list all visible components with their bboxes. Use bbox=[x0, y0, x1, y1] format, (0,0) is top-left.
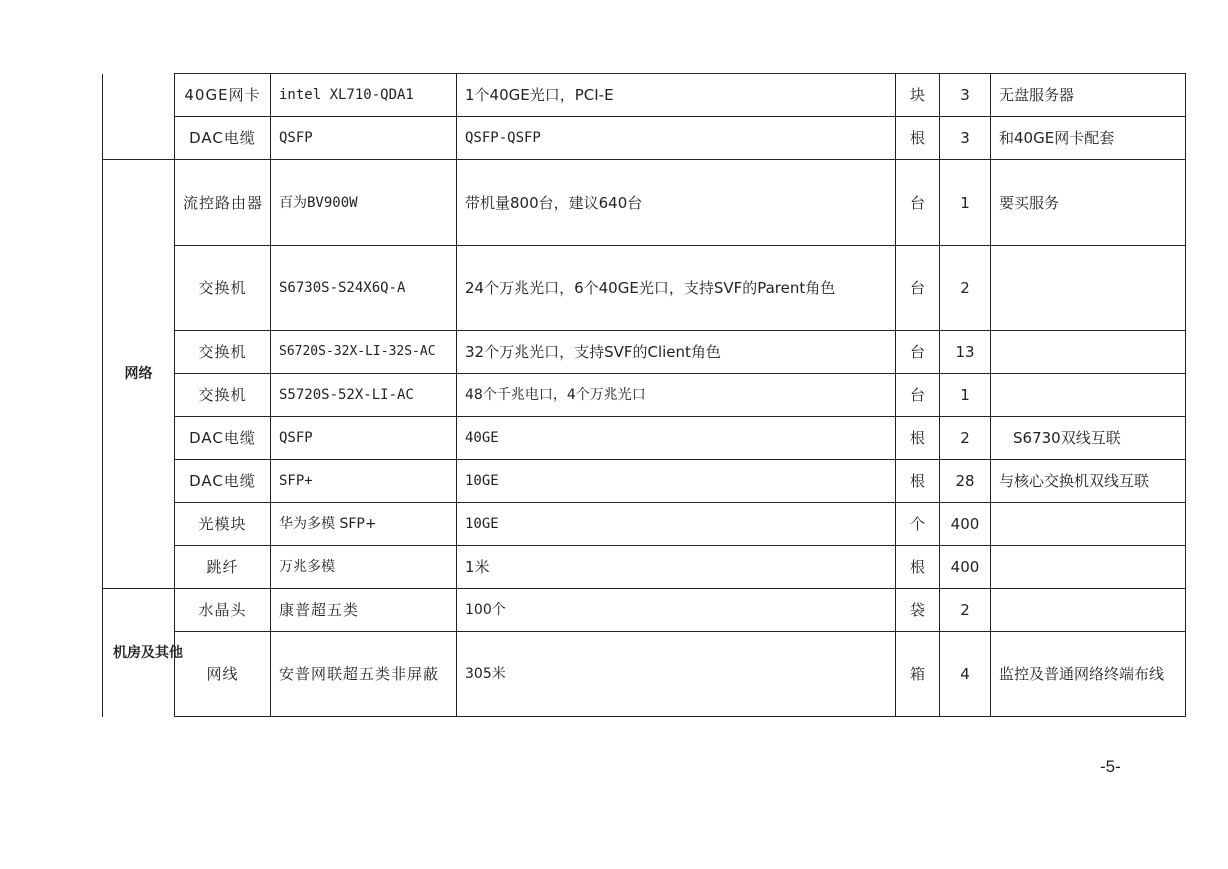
table-row bbox=[103, 460, 1186, 503]
item-model: intel XL710-QDA1 bbox=[271, 74, 457, 117]
item-note bbox=[991, 503, 1186, 546]
item-unit: 根 bbox=[896, 546, 940, 589]
item-qty: 3 bbox=[940, 117, 991, 160]
item-model: QSFP bbox=[271, 117, 457, 160]
item-qty: 13 bbox=[940, 331, 991, 374]
item-name: 交换机 bbox=[175, 246, 271, 331]
table-row bbox=[103, 74, 1186, 117]
item-unit: 台 bbox=[896, 331, 940, 374]
item-spec: 40GE bbox=[457, 417, 896, 460]
item-note bbox=[991, 331, 1186, 374]
item-note bbox=[991, 246, 1186, 331]
item-qty: 1 bbox=[940, 160, 991, 246]
item-unit: 台 bbox=[896, 160, 940, 246]
item-name: 流控路由器 bbox=[175, 160, 271, 246]
item-spec: 1个40GE光口，PCI-E bbox=[457, 74, 896, 117]
item-name: 水晶头 bbox=[175, 589, 271, 632]
item-spec: 10GE bbox=[457, 460, 896, 503]
item-model: 百为BV900W bbox=[271, 160, 457, 246]
item-unit: 根 bbox=[896, 117, 940, 160]
table-row bbox=[103, 632, 1186, 717]
category-network: 网络 bbox=[103, 160, 175, 589]
item-spec: 48个千兆电口，4个万兆光口 bbox=[457, 374, 896, 417]
item-name: 光模块 bbox=[175, 503, 271, 546]
item-note bbox=[991, 589, 1186, 632]
table-row bbox=[103, 117, 1186, 160]
item-model: S6730S-S24X6Q-A bbox=[271, 246, 457, 331]
item-spec: 带机量800台，建议640台 bbox=[457, 160, 896, 246]
item-note bbox=[991, 374, 1186, 417]
table-row bbox=[103, 546, 1186, 589]
item-unit: 箱 bbox=[896, 632, 940, 717]
item-unit: 袋 bbox=[896, 589, 940, 632]
item-qty: 4 bbox=[940, 632, 991, 717]
item-model: 华为多模 SFP+ bbox=[271, 503, 457, 546]
item-note: 与核心交换机双线互联 bbox=[991, 460, 1186, 503]
item-spec: 305米 bbox=[457, 632, 896, 717]
item-name: 40GE网卡 bbox=[175, 74, 271, 117]
item-model: S6720S-32X-LI-32S-AC bbox=[271, 331, 457, 374]
item-unit: 台 bbox=[896, 246, 940, 331]
table-row bbox=[103, 503, 1186, 546]
item-note: 监控及普通网络终端布线 bbox=[991, 632, 1186, 717]
table-row bbox=[103, 246, 1186, 331]
item-model: 万兆多模 bbox=[271, 546, 457, 589]
item-model: SFP+ bbox=[271, 460, 457, 503]
item-unit: 根 bbox=[896, 417, 940, 460]
item-qty: 2 bbox=[940, 246, 991, 331]
table-row bbox=[103, 417, 1186, 460]
item-model: S5720S-52X-LI-AC bbox=[271, 374, 457, 417]
item-note: 和40GE网卡配套 bbox=[991, 117, 1186, 160]
item-spec: 100个 bbox=[457, 589, 896, 632]
item-note: 无盘服务器 bbox=[991, 74, 1186, 117]
table-row bbox=[103, 589, 1186, 632]
item-spec: 32个万兆光口，支持SVF的Client角色 bbox=[457, 331, 896, 374]
item-qty: 2 bbox=[940, 589, 991, 632]
item-spec: 1米 bbox=[457, 546, 896, 589]
item-name: 交换机 bbox=[175, 331, 271, 374]
item-qty: 400 bbox=[940, 546, 991, 589]
item-note: 要买服务 bbox=[991, 160, 1186, 246]
page-number: -5- bbox=[1100, 757, 1121, 776]
item-unit: 块 bbox=[896, 74, 940, 117]
item-name: 交换机 bbox=[175, 374, 271, 417]
item-name: 网线 bbox=[175, 632, 271, 717]
item-qty: 3 bbox=[940, 74, 991, 117]
item-qty: 400 bbox=[940, 503, 991, 546]
table-row bbox=[103, 331, 1186, 374]
item-qty: 1 bbox=[940, 374, 991, 417]
item-unit: 根 bbox=[896, 460, 940, 503]
item-spec: QSFP-QSFP bbox=[457, 117, 896, 160]
item-model: 安普网联超五类非屏蔽 bbox=[271, 632, 457, 717]
equipment-table bbox=[102, 73, 1186, 717]
item-name: 跳纤 bbox=[175, 546, 271, 589]
item-unit: 台 bbox=[896, 374, 940, 417]
item-note: S6730双线互联 bbox=[991, 417, 1186, 460]
item-qty: 28 bbox=[940, 460, 991, 503]
item-spec: 10GE bbox=[457, 503, 896, 546]
item-qty: 2 bbox=[940, 417, 991, 460]
table-row bbox=[103, 160, 1186, 246]
category-room-other: 机房及其他 bbox=[103, 589, 175, 717]
item-name: DAC电缆 bbox=[175, 117, 271, 160]
item-name: DAC电缆 bbox=[175, 460, 271, 503]
item-spec: 24个万兆光口，6个40GE光口，支持SVF的Parent角色 bbox=[457, 246, 896, 331]
item-model: 康普超五类 bbox=[271, 589, 457, 632]
item-name: DAC电缆 bbox=[175, 417, 271, 460]
category-cell-blank bbox=[103, 74, 175, 160]
item-unit: 个 bbox=[896, 503, 940, 546]
item-model: QSFP bbox=[271, 417, 457, 460]
item-note bbox=[991, 546, 1186, 589]
table-row bbox=[103, 374, 1186, 417]
